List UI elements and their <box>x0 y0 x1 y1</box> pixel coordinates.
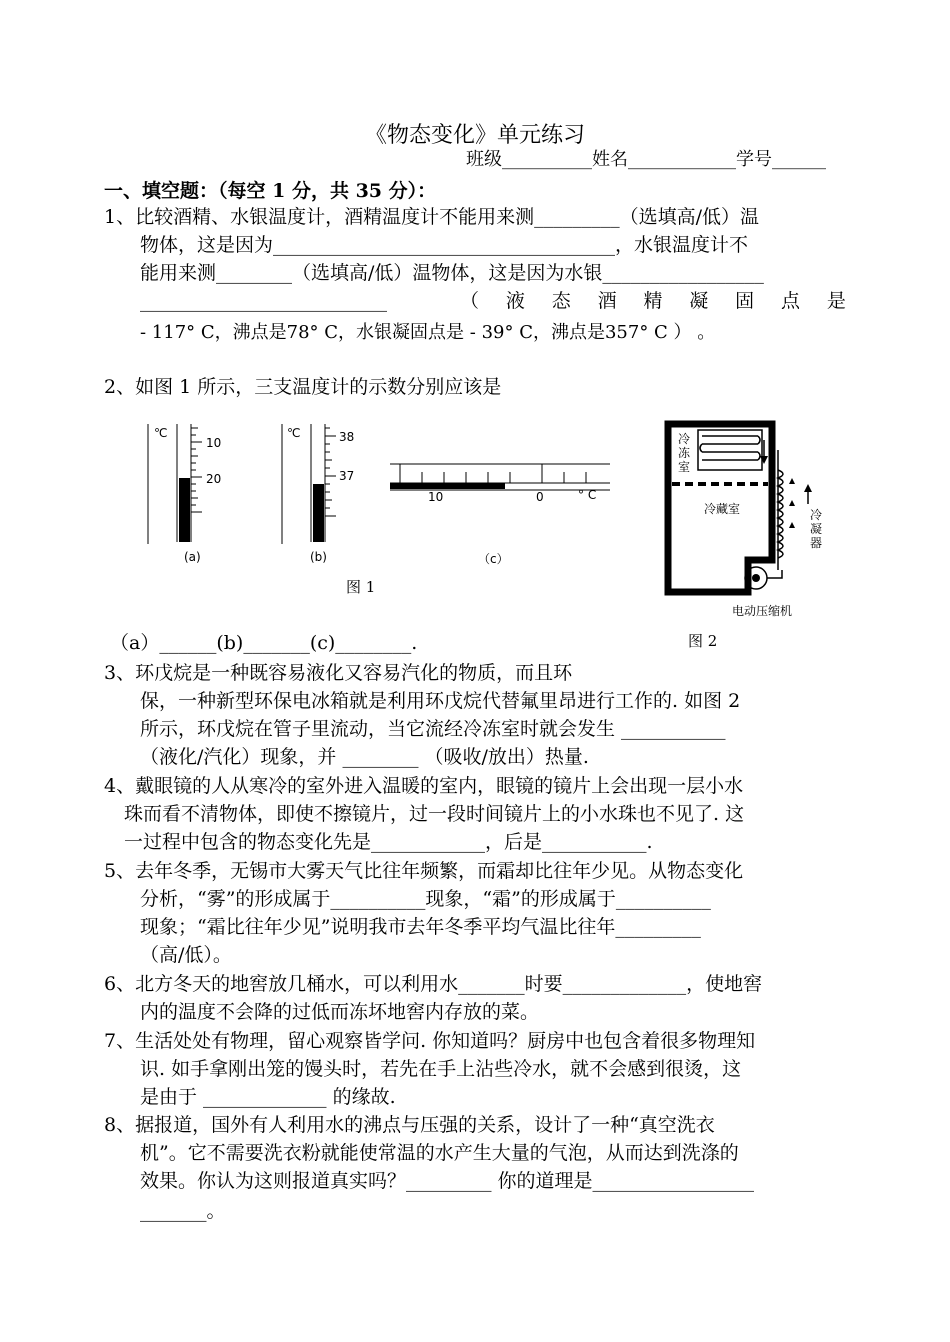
thermometer-a-unit: ℃ <box>154 426 168 440</box>
q1-line: 1、比较酒精、水银温度计，酒精温度计不能用来测_________（选填高/低）温 <box>104 206 759 228</box>
q3-line: （液化/汽化）现象，并 ________ （吸收/放出）热量. <box>140 746 589 768</box>
q4-line: 一过程中包含的物态变化先是____________，后是___________. <box>124 831 653 853</box>
q1-spaced-char: 凝 <box>689 290 709 312</box>
q3-line: 所示，环戊烷在管子里流动，当它流经冷冻室时就会发生 ___________ <box>140 718 726 740</box>
thermometer-b-tick: 38 <box>339 430 355 444</box>
q1-spaced-char: 精 <box>643 290 663 312</box>
q8-line: 效果。你认为这则报道真实吗？_________ 你的道理是_________________ <box>140 1170 755 1192</box>
q1-line: __________________________ <box>140 290 387 312</box>
q1-spaced-char: （ <box>460 290 480 312</box>
compressor-label: 电动压缩机 <box>732 604 793 618</box>
thermometer-a-label: (a) <box>184 550 201 564</box>
q1-spaced-text <box>460 288 846 314</box>
thermometer-c <box>390 460 610 500</box>
q8-line: 机”。它不需要洗衣粉就能使常温的水产生大量的气泡，从而达到洗涤的 <box>140 1142 739 1164</box>
section-heading: 一、填空题：（每空 1 分，共 35 分）： <box>104 180 437 202</box>
q1-line: - 117° C，沸点是78° C，水银凝固点是 - 39° C，沸点是357° C ） 。 <box>140 322 716 343</box>
q5-line: 分析，“雾”的形成属于__________现象，“霜”的形成属于__________ <box>140 888 711 910</box>
thermometer-a-tick: 10 <box>206 436 222 450</box>
thermometer-b <box>282 424 372 554</box>
q1-line: 物体，这是因为____________________________________，水银温度计不 <box>140 234 749 256</box>
q2-line: 2、如图 1 所示，三支温度计的示数分别应该是 <box>104 376 502 398</box>
q8-line: _______。 <box>140 1200 226 1222</box>
figure-2-caption: 图 2 <box>688 632 718 650</box>
q1-spaced-char: 态 <box>551 290 571 312</box>
q6-line: 内的温度不会降的过低而冻坏地窖内存放的菜。 <box>140 1001 540 1023</box>
q6-line: 6、北方冬天的地窖放几桶水，可以利用水_______时要_____________，使地窖 <box>104 973 763 995</box>
fridge-label: 冷藏室 <box>704 502 741 516</box>
thermometer-b-unit: ℃ <box>287 426 301 440</box>
q7-line: 7、生活处处有物理，留心观察皆学问. 你知道吗？厨房中也包含着很多物理知 <box>104 1030 756 1052</box>
q1-spaced-char: 点 <box>781 290 801 312</box>
q7-line: 是由于 _____________ 的缘故. <box>140 1086 396 1108</box>
figure-1-caption: 图 1 <box>346 578 376 596</box>
q3-line: 保，一种新型环保电冰箱就是利用环戊烷代替氟里昂进行工作的. 如图 2 <box>140 690 741 712</box>
student-info-line: 班级__________姓名____________学号______ <box>466 149 826 170</box>
q5-line: （高/低）。 <box>140 944 232 966</box>
q1-spaced-char: 是 <box>826 290 846 312</box>
q1-spaced-char: 液 <box>505 290 525 312</box>
q5-line: 现象；“霜比往年少见”说明我市去年冬季平均气温比往年_________ <box>140 916 701 938</box>
q4-line: 4、戴眼镜的人从寒冷的室外进入温暖的室内，眼镜的镜片上会出现一层小水 <box>104 775 744 797</box>
q3-line: 3、环戊烷是一种既容易液化又容易汽化的物质，而且环 <box>104 662 573 684</box>
q8-line: 8、据报道，国外有人利用水的沸点与压强的关系，设计了一种“真空洗衣 <box>104 1114 715 1136</box>
thermometer-b-label: (b) <box>310 550 327 564</box>
thermometer-c-tick: 10 <box>428 490 444 504</box>
thermometer-c-unit: ° C <box>578 488 597 502</box>
condenser-label: 冷凝器 <box>810 508 823 550</box>
q1-spaced-char: 固 <box>735 290 755 312</box>
q2-answer-line: （a）______(b)_______(c)________. <box>110 632 418 654</box>
thermometer-a <box>148 424 238 554</box>
thermometer-b-tick: 37 <box>339 469 355 483</box>
page-title: 《物态变化》单元练习 <box>364 123 585 148</box>
q5-line: 5、去年冬季，无锡市大雾天气比往年频繁，而霜却比往年少见。从物态变化 <box>104 860 744 882</box>
q1-spaced-char: 酒 <box>597 290 617 312</box>
thermometer-c-tick: 0 <box>536 490 544 504</box>
q4-line: 珠而看不清物体，即使不擦镜片，过一段时间镜片上的小水珠也不见了. 这 <box>124 803 745 825</box>
q1-line: 能用来测________（选填高/低）温物体，这是因为水银_________________ <box>140 262 764 284</box>
freezer-label: 冷冻室 <box>678 432 691 474</box>
q7-line: 识. 如手拿刚出笼的馒头时，若先在手上沾些冷水，就不会感到很烫，这 <box>140 1058 742 1080</box>
thermometer-c-label: （c） <box>478 552 509 566</box>
thermometer-a-tick: 20 <box>206 472 222 486</box>
